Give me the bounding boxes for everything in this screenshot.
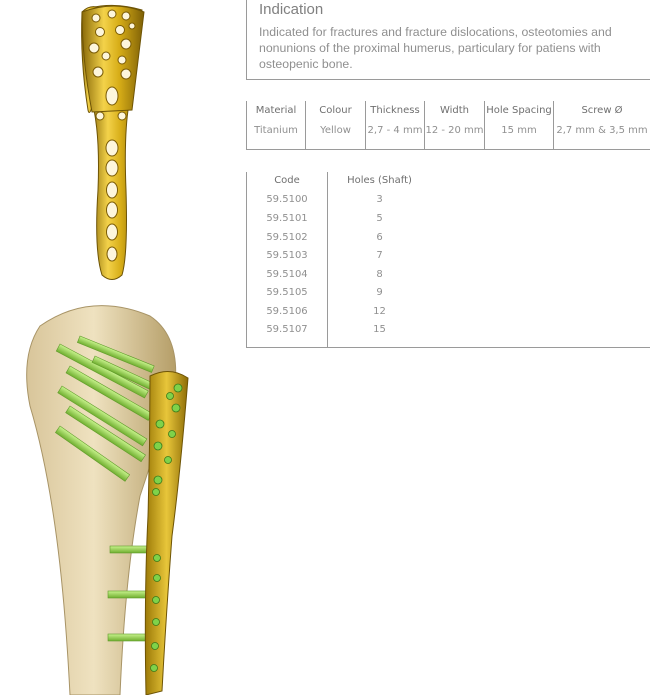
code-cell: 59.5100 xyxy=(266,194,308,205)
holes-column xyxy=(327,172,431,347)
code-cell: 59.5106 xyxy=(266,306,308,317)
spec-value: 2,7 mm & 3,5 mm xyxy=(556,125,648,136)
spec-column-hole-spacing xyxy=(484,101,553,149)
code-cell: 59.5107 xyxy=(266,324,308,335)
code-cell: 59.5102 xyxy=(266,232,308,243)
code-cell: 59.5101 xyxy=(266,213,308,224)
code-column xyxy=(246,172,327,347)
humerus-implant-image xyxy=(0,296,215,695)
code-header: Code xyxy=(274,175,300,186)
holes-cell: 15 xyxy=(373,324,386,335)
holes-cell: 7 xyxy=(376,250,383,261)
spec-value: 2,7 - 4 mm xyxy=(367,125,423,136)
indication-title: Indication xyxy=(259,1,324,18)
holes-header: Holes (Shaft) xyxy=(347,175,412,186)
spec-value: Yellow xyxy=(320,125,351,136)
spec-column-thickness xyxy=(365,101,424,149)
code-table xyxy=(246,172,650,348)
holes-cell: 12 xyxy=(373,306,386,317)
spec-column-colour xyxy=(305,101,365,149)
holes-cell: 8 xyxy=(376,269,383,280)
spec-value: Titanium xyxy=(254,125,298,136)
spec-value: 12 - 20 mm xyxy=(425,125,484,136)
spec-header: Colour xyxy=(319,105,352,116)
spec-column-screw xyxy=(553,101,650,149)
holes-cell: 6 xyxy=(376,232,383,243)
spec-header: Material xyxy=(255,105,297,116)
code-cell: 59.5104 xyxy=(266,269,308,280)
spec-value: 15 mm xyxy=(501,125,537,136)
holes-cell: 5 xyxy=(376,213,383,224)
spec-column-width xyxy=(424,101,484,149)
holes-cell: 9 xyxy=(376,287,383,298)
spec-header: Width xyxy=(439,105,470,116)
indication-text: Indicated for fractures and fracture dislocations, osteotomies and nonunions of the proximal humerus, particulary for patiens with osteopenic bone. xyxy=(259,25,612,71)
plate-image xyxy=(60,0,170,285)
code-cell: 59.5105 xyxy=(266,287,308,298)
spec-header: Screw Ø xyxy=(581,105,623,116)
indication-section xyxy=(246,0,650,80)
spec-header: Thickness xyxy=(370,105,420,116)
spec-table xyxy=(246,101,650,150)
code-cell: 59.5103 xyxy=(266,250,308,261)
holes-cell: 3 xyxy=(376,194,383,205)
spec-column-material xyxy=(246,101,305,149)
spec-header: Hole Spacing xyxy=(486,105,552,116)
